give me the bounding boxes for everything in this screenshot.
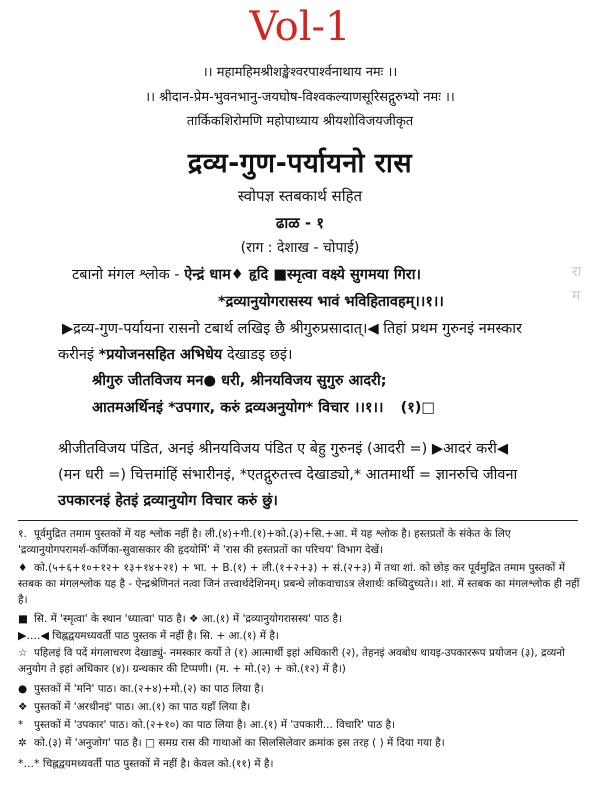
explanation-line-1: श्रीजीतविजय पंडित, अनइं श्रीनयविजय पंडित ए बेहु गुरुनइं (आदरी =) ▶आदरं करी◀ [58,441,509,457]
volume-label: Vol-1 [249,4,351,50]
footnote-mark: ■ [18,613,28,625]
footnote-mark: ♦ [18,562,28,574]
dhal-heading: ढाळ - १ [275,214,325,232]
footnote-mark: ✲ [18,737,27,749]
gatha-line-1: श्रीगुरु जीतविजय मन● धरी, श्रीनयविजय सुगुरु आदरी; [92,373,387,389]
footnote-mark: १. [18,528,27,540]
gatha-line-2 [92,397,435,417]
footnote-1 [18,526,582,558]
footnote-5 [18,645,582,677]
explanation-line-3: उपकारनइं हेतइं द्रव्यानुयोग विचार करुं छुं। [58,493,278,509]
footnote-3 [18,611,582,627]
mangal-verse-2: *द्रव्यानुयोगरासस्य भावं भविहितावहम्।।१।। [218,294,444,310]
footnote-text: चिह्नद्वयमध्यवर्ती पाठ पुस्तक में नहीं है। सि. + आ.(१) में है। [52,630,279,642]
footnote-text: चिह्नद्वयमध्यवर्ती पाठ पुस्तकों में नहीं है। केवल को.(११) में है। [42,758,274,770]
footnote-7 [18,699,582,715]
footnote-mark: ▶....◀ [18,629,49,642]
footnote-mark: *...* [18,757,40,770]
footnote-text: को.(३) में 'अनुजोग' पाठ है। □ समग्र रास की गाथाओं का सिलसिलेवार क्रमांक इस तरह ( ) में दिया गया है। [34,737,445,749]
footnote-text: को.(५+६+१०+१२+ १३+१४+२१) + भा. + B.(१) + ली.(१+२+३) + सं.(२+३) में तथा शां. को छोड़ कर पूर्वमुद्रित तमाम पुस्तकों में स्तबक का मंगलश्लोक यह है - ऐन्द्रश्रेणिनतं नत्वा जिनं तत्त्वार्थदेशिनम्। प्रबन्धे लोकवाचाऽत्र लेशार्थः कथ्यिदुच्यते।। शां. में स्तबक का मंगलश्लोक ही नहीं है। [18,562,580,606]
footnote-8 [18,717,582,733]
footnote-mark: * [18,719,24,731]
footnote-text: पूर्वमुद्रित तमाम पुस्तकों में यह श्लोक नहीं है। ली.(४)+गी.(१)+को.(३)+सि.+आ. में यह श्लोक है। हस्तप्रतों के संकेत के लिए 'द्रव्यानुयोगपरामर्श-कर्णिका-सुवासकार की हृदयोर्मि' में 'रास की हस्तप्रतों का परिचय' विभाग देखें। [18,528,511,556]
page-title: द्रव्य-गुण-पर्यायनो रास [187,148,413,179]
footnote-text: पुस्तकों में 'अरथीनइं' पाठ। आ.(१) का पाठ यहाँ लिया है। [34,701,251,713]
footnote-mark: ☆ [18,647,28,659]
footnote-6 [18,681,582,697]
footnote-4 [18,628,582,644]
author-line: तार्किकशिरोमणि महोपाध्याय श्रीयशोविजयजीकृत [186,114,414,129]
commentary-bold: *प्रयोजनसहित अभिधेय [98,347,223,363]
explanation-line-2: (मन धरी =) चित्तमांहिं संभारीनइं, *एतद्गुरुतत्त्व देखाड्यो,* आतमार्थी = ज्ञानरुचि जीवना [58,467,518,483]
side-mark-top: रा [572,264,582,280]
footnote-text: पहिलइं वि पदें मंगलाचरण देखाड्युं- नमस्कार कर्यो ते (१) आत्मार्थी इहां अधिकारी (२), तेहनइं अवबोध थायइ-उपकाररूप प्रयोजन (३), द्रव्यनो अनुयोग ते इहां अधिकार (४)। ग्रन्थकार की टिप्पणी। (म. + मो.(२) + को.(१२) में है।) [18,647,565,675]
footnote-mark: ● [18,683,28,695]
footnote-text: पुस्तकों में 'मनि' पाठ। का.(२+४)+मो.(२) का पाठ लिया है। [34,683,264,695]
footnote-10 [18,756,582,772]
commentary-suffix: देखाडइ छइं। [226,347,293,363]
mangal-prefix: टबानो मंगल श्लोक - [72,267,180,283]
footnote-separator [18,520,578,521]
footnote-text: सि. में 'स्मृत्वा' के स्थान 'ध्यात्वा' पाठ है। ❖ आ.(१) में 'द्रव्यानुयोगरासस्य' पाठ है। [34,613,343,625]
commentary-line-1: ▶द्रव्य-गुण-पर्यायना रासनो टबार्थ लखिइ छै श्रीगुरुप्रसादात्।◀ तिहां प्रथम गुरुनइं नमस्कार [62,321,522,337]
footnote-mark: ❖ [18,701,28,713]
mangal-shloka [72,264,421,284]
footnote-text: पुस्तकों में 'उपकार' पाठ। को.(२+१०) का पाठ लिया है। आ.(१) में 'उपकारी... विचारि' पाठ है। [34,719,396,731]
commentary-line-2 [58,344,293,364]
gatha-line-2-text: आतमअर्थिनइं *उपगार, करुं द्रव्यअनुयोग* विचार ।।१।। [92,400,384,416]
footnote-2 [18,560,582,608]
footnote-9 [18,735,582,751]
gatha-number: (१)□ [400,400,436,416]
invocation-line-2: ।। श्रीदान-प्रेम-भुवनभानु-जयघोष-विश्वकल्याणसूरिसद्गुरुभ्यो नमः ।। [145,90,455,105]
commentary-prefix: करीनइं [58,347,94,363]
subtitle: स्वोपज्ञ स्तबकार्थ सहित [237,187,363,205]
invocation-line-1: ।। महामहिमश्रीशङ्खेश्वरपार्श्वनाथाय नमः ।। [202,65,398,80]
mangal-verse-1: ऐन्द्रं धाम♦ हृदि ■स्मृत्वा वक्ष्ये सुगमया गिरा। [184,267,421,283]
side-mark-bottom: म [572,288,581,304]
raag-line: (राग : देशाख - चोपाई) [240,240,360,256]
